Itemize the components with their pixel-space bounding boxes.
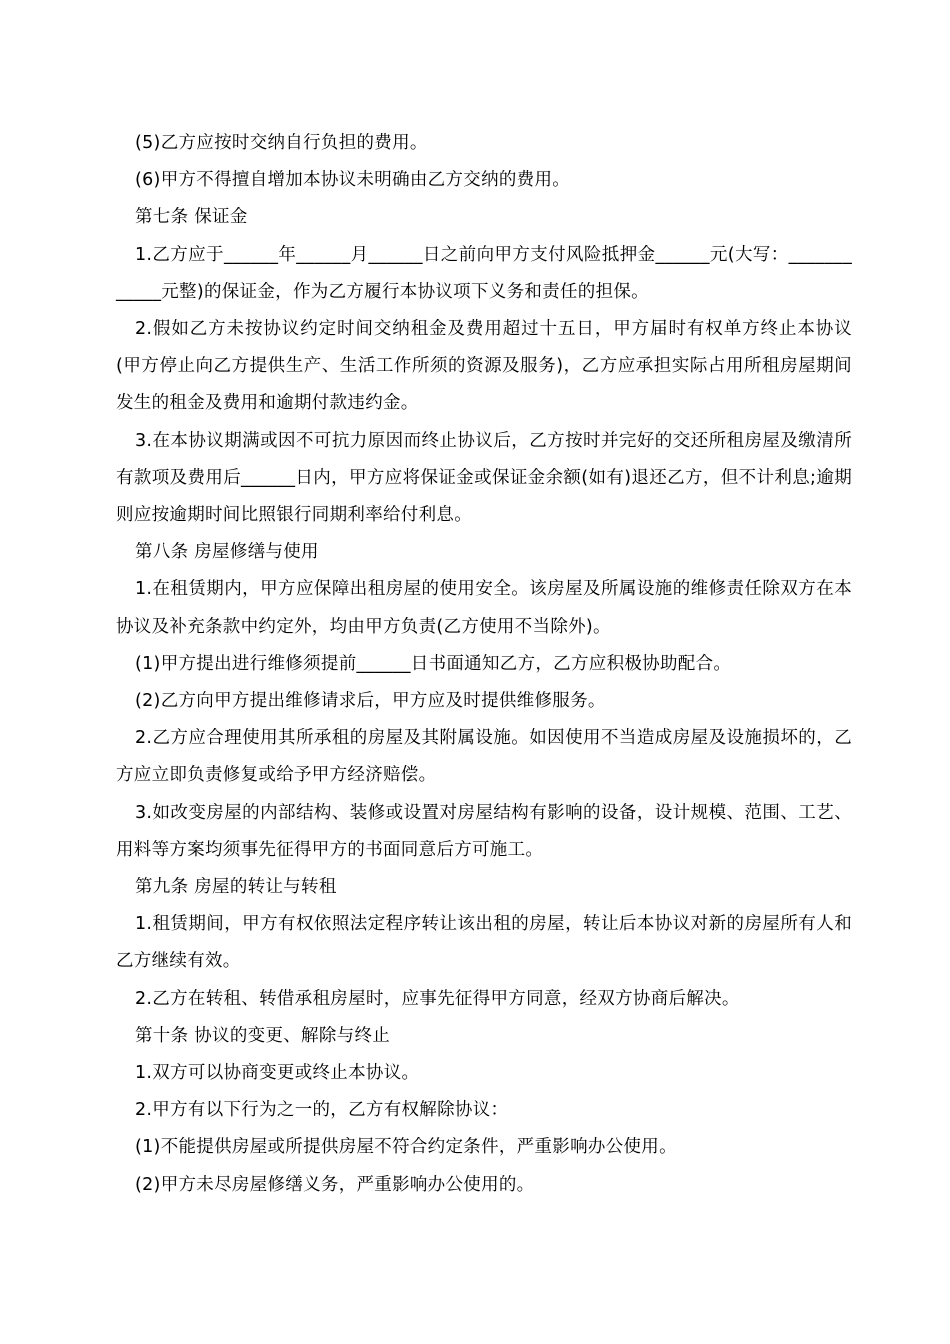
article-7-clause-3: 3.在本协议期满或因不可抗力原因而终止协议后，乙方按时并完好的交还所租房屋及缴清所有款项及费用后______日内，甲方应将保证金或保证金余额(如有)退还乙方，但不计利息;逾期则应按逾期时间比照银行同期利率给付利息。 — [116, 430, 852, 526]
clause-5-item: (5)乙方应按时交纳自行负担的费用。 — [135, 133, 428, 153]
article-9-clause-1: 1.租赁期间，甲方有权依照法定程序转让该出租的房屋，转让后本协议对新的房屋所有人和乙方继续有效。 — [116, 914, 852, 972]
article-10-heading: 第十条 协议的变更、解除与终止 — [135, 1025, 391, 1046]
document-body — [116, 125, 852, 1204]
article-7-clause-2: 2.假如乙方未按协议约定时间交纳租金及费用超过十五日，甲方届时有权单方终止本协议(甲方停止向乙方提供生产、生活工作所须的资源及服务)，乙方应承担实际占用所租房屋期间发生的租金及费用和逾期付款违约金。 — [116, 319, 852, 414]
article-10-clause-2: 2.甲方有以下行为之一的，乙方有权解除协议： — [135, 1100, 509, 1121]
article-9-clause-2: 2.乙方在转租、转借承租房屋时，应事先征得甲方同意，经双方协商后解决。 — [135, 988, 740, 1009]
article-9-heading: 第九条 房屋的转让与转租 — [135, 877, 337, 898]
article-8-heading: 第八条 房屋修缮与使用 — [135, 542, 319, 563]
article-8-subclause-2: (2)乙方向甲方提出维修请求后，甲方应及时提供维修服务。 — [135, 691, 606, 712]
article-10-subclause-1: (1)不能提供房屋或所提供房屋不符合约定条件，严重影响办公使用。 — [135, 1137, 677, 1158]
article-10-subclause-2: (2)甲方未尽房屋修缮义务，严重影响办公使用的。 — [135, 1174, 535, 1195]
article-7-heading: 第七条 保证金 — [135, 207, 248, 228]
article-8-clause-2: 2.乙方应合理使用其所承租的房屋及其附属设施。如因使用不当造成房屋及设施损坏的，乙方应立即负责修复或给予甲方经济赔偿。 — [116, 728, 852, 786]
article-8-clause-1: 1.在租赁期内，甲方应保障出租房屋的使用安全。该房屋及所属设施的维修责任除双方在本协议及补充条款中约定外，均由甲方负责(乙方使用不当除外)。 — [116, 579, 852, 637]
article-10-clause-1: 1.双方可以协商变更或终止本协议。 — [135, 1063, 420, 1084]
article-7-clause-1: 1.乙方应于______年______月______日之前向甲方支付风险抵押金______元(大写：____________元整)的保证金，作为乙方履行本协议项下义务和责任的担保。 — [116, 244, 852, 302]
article-8-clause-3: 3.如改变房屋的内部结构、装修或设置对房屋结构有影响的设备，设计规模、范围、工艺、用料等方案均须事先征得甲方的书面同意后方可施工。 — [116, 802, 852, 860]
clause-6-item: (6)甲方不得擅自增加本协议未明确由乙方交纳的费用。 — [135, 170, 571, 191]
article-8-subclause-1: (1)甲方提出进行维修须提前______日书面通知乙方，乙方应积极协助配合。 — [135, 653, 732, 674]
